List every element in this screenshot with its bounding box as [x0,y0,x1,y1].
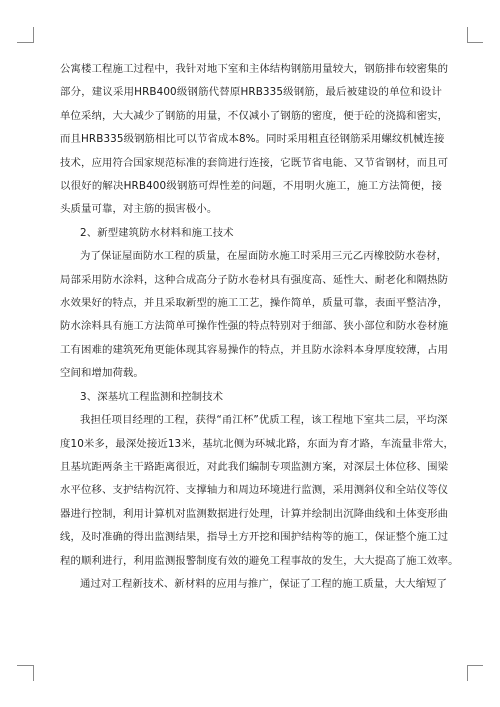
text-line: 通过对工程新技术、新材料的应用与推广，保证了工程的施工质量，大大缩短了 [80,577,448,590]
crop-mark-bottom-right-vertical [467,665,468,681]
section-heading: 3、深基坑工程监测和控制技术 [80,390,224,403]
crop-mark-bottom-right-horizontal [467,665,483,666]
text-line: 局部采用防水涂料，这种合成高分子防水卷材具有强度高、延性大、耐老化和隔热防 [60,273,449,286]
crop-mark-top-right-vertical [467,27,468,43]
crop-mark-bottom-left-horizontal [17,665,33,666]
text-line: 度10米多，最深处接近13米，基坑北侧为环城北路，东面为育才路，车流量非常大， [60,437,455,450]
text-line: 部分，建议采用HRB400级钢筋代替原HRB335级钢筋，最后被建设的单位和设计 [60,86,442,99]
crop-mark-top-left-vertical [33,27,34,43]
text-line: 头质量可靠，对主筋的损害极小。 [60,203,218,216]
crop-mark-top-left-horizontal [17,42,33,43]
text-line: 程的顺利进行，利用监测报警制度有效的避免工程事故的发生，大大提高了施工效率。 [60,554,459,567]
text-line: 且基坑距两条主干路距离很近，对此我们编制专项监测方案，对深层土体位移、围梁 [60,460,449,473]
text-line: 线，及时准确的得出监测结果，指导土方开挖和围护结构等的施工，保证整个施工过 [60,531,449,544]
text-line: 工有困难的建筑死角更能体现其容易操作的特点，并且防水涂料本身厚度较薄，占用 [60,343,449,356]
text-line: 公寓楼工程施工过程中，我针对地下室和主体结构钢筋用量较大，钢筋排布较密集的 [60,63,449,75]
text-line: 技术，应用符合国家规范标准的套筒进行连接，它既节省电能、又节省钢材，而且可 [60,156,449,169]
text-line: 空间和增加荷载。 [60,367,144,380]
text-line: 为了保证屋面防水工程的质量，在屋面防水施工时采用三元乙丙橡胶防水卷材， [80,250,448,263]
text-line: 我担任项目经理的工程，获得“甬江杯”优质工程，该工程地下室共二层，平均深 [80,414,448,427]
text-line: 器进行控制，利用计算机对监测数据进行处理，计算并绘制出沉降曲线和土体变形曲 [60,507,449,520]
text-line: 防水涂料具有施工方法简单可操作性强的特点特别对于细部、狭小部位和防水卷材施 [60,320,449,333]
text-line: 而且HRB335级钢筋相比可以节省成本8%。同时采用粗直径钢筋采用螺纹机械连接 [60,133,445,146]
text-line: 水效果好的特点，并且采取新型的施工工艺，操作简单，质量可靠，表面平整洁净， [60,297,449,310]
text-line: 单位采纳，大大减少了钢筋的用量，不仅减小了钢筋的密度，便于砼的浇捣和密实， [60,109,449,122]
body-text [60,58,459,596]
section-heading: 2、新型建筑防水材料和施工技术 [80,226,234,239]
crop-mark-top-right-horizontal [467,42,483,43]
crop-mark-bottom-left-vertical [33,665,34,681]
text-line: 以很好的解决HRB400级钢筋可焊性差的问题，不用明火施工，施工方法简便，接 [60,180,442,193]
text-line: 水平位移、支护结构沉符、支撑轴力和周边环境进行监测，采用测斜仪和全站仪等仪 [60,484,449,497]
